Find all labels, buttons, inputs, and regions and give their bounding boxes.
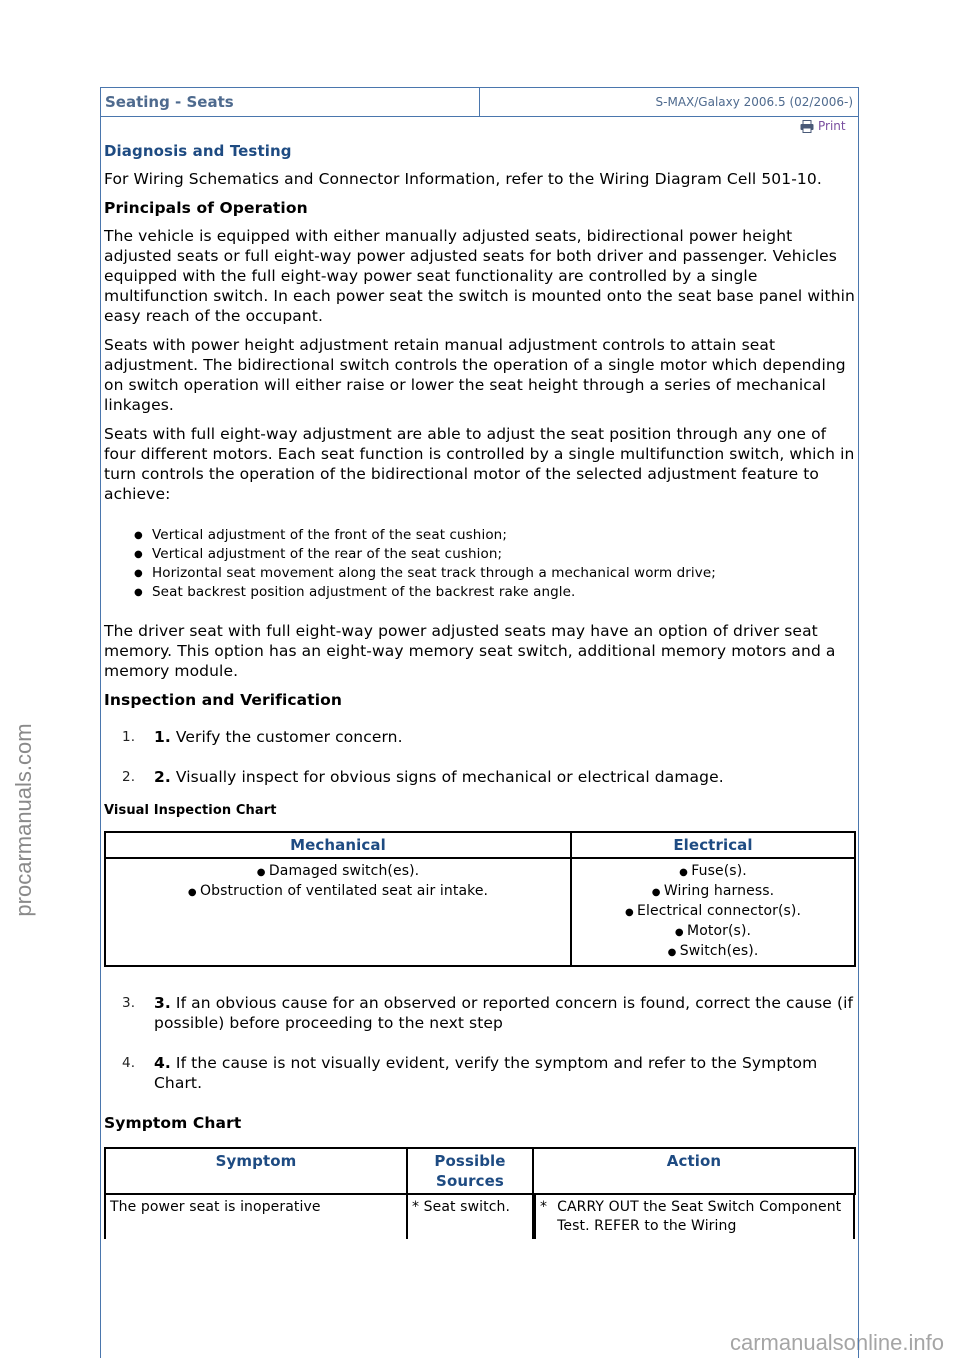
step-2: [104, 767, 856, 787]
step-number: 3.: [122, 995, 136, 1011]
step-body: [154, 1053, 856, 1093]
action-marker: *: [540, 1199, 548, 1215]
list-item: ● Damaged switch(es).: [110, 862, 566, 882]
feature-list: [104, 526, 856, 602]
print-label[interactable]: Print: [818, 119, 846, 133]
list-item: ● Obstruction of ventilated seat air intake.: [110, 882, 566, 902]
step-bold: 2.: [154, 768, 171, 786]
model-label: S-MAX/Galaxy 2006.5 (02/2006-): [655, 95, 853, 109]
symptom-table: [104, 1147, 856, 1239]
step-text: If the cause is not visually evident, verify the symptom and refer to the Symptom Chart.: [154, 1054, 818, 1092]
column-header-symptom: Symptom: [105, 1148, 407, 1194]
paragraph-3: Seats with full eight-way adjustment are able to adjust the seat position through any one of four different motors. Each seat function is controlled by a single multifunction switch, which in turn controls the operation of the bidirectional motor of the selected adjustment feature to achieve:: [104, 425, 855, 503]
list-item: ● Motor(s).: [576, 922, 850, 942]
list-item: ● Wiring harness.: [576, 882, 850, 902]
step-number: 2.: [122, 769, 136, 785]
column-header-mechanical: Mechanical: [105, 832, 571, 858]
table-header-row: [105, 832, 855, 858]
list-item: ● Seat backrest position adjustment of the backrest rake angle.: [152, 583, 856, 602]
symptom-chart-title: Symptom Chart: [104, 1114, 242, 1132]
paragraph-4: The driver seat with full eight-way power adjusted seats may have an option of driver seat memory. This option has an eight-way memory seat switch, additional memory motors and a memory module.: [104, 622, 836, 680]
table-header-row: [105, 1148, 855, 1194]
symptom-cell: The power seat is inoperative: [105, 1194, 407, 1239]
mechanical-cell: [105, 858, 571, 966]
bottom-watermark: carmanualsonline.info: [729, 1330, 944, 1355]
step-number: 1.: [122, 729, 136, 745]
list-item: ● Electrical connector(s).: [576, 902, 850, 922]
column-header-action: Action: [533, 1148, 855, 1194]
table-row: [105, 858, 855, 966]
step-bold: 4.: [154, 1054, 171, 1072]
step-text: If an obvious cause for an observed or reported concern is found, correct the cause (if possible) before proceeding to the next step: [154, 994, 854, 1032]
step-number: 4.: [122, 1055, 136, 1071]
visual-chart-title: Visual Inspection Chart: [104, 803, 277, 818]
list-item: ● Vertical adjustment of the front of the seat cushion;: [152, 526, 856, 545]
column-header-sources: Possible Sources: [407, 1148, 533, 1194]
source-cell: * Seat switch.: [407, 1194, 533, 1239]
step-4: [104, 1053, 856, 1093]
section-title: Seating - Seats: [101, 88, 480, 116]
step-bold: 3.: [154, 994, 171, 1012]
list-item: ● Vertical adjustment of the rear of the seat cushion;: [152, 545, 856, 564]
principals-heading: Principals of Operation: [104, 199, 308, 217]
step-body: [154, 767, 856, 787]
paragraph-1: The vehicle is equipped with either manually adjusted seats, bidirectional power height adjusted seats or full eight-way power adjusted seats for both driver and passenger. Vehicles equipped with the full eight-way power seat functionality are controlled by a single multifunction switch. In each power seat the switch is mounted onto the seat base panel within easy reach of the occupant.: [104, 227, 855, 325]
step-text: Visually inspect for obvious signs of mechanical or electrical damage.: [175, 768, 724, 786]
column-header-electrical: Electrical: [571, 832, 855, 858]
page-header: [100, 87, 859, 117]
wiring-reference: For Wiring Schematics and Connector Information, refer to the Wiring Diagram Cell 501-10.: [104, 170, 822, 188]
electrical-cell: [571, 858, 855, 966]
step-body: [154, 727, 856, 747]
side-watermark: procarmanuals.com: [11, 723, 36, 917]
list-item: ● Horizontal seat movement along the seat track through a mechanical worm drive;: [152, 564, 856, 583]
step-body: [154, 993, 856, 1033]
step-bold: 1.: [154, 728, 171, 746]
document-body: [104, 141, 856, 1239]
step-text: Verify the customer concern.: [175, 728, 403, 746]
paragraph-2: Seats with power height adjustment retain manual adjustment controls to attain seat adjustment. The bidirectional switch controls the operation of a single motor which depending on switch operation will either raise or lower the seat height through a series of mechanical linkages.: [104, 336, 846, 414]
diagnosis-heading: Diagnosis and Testing: [104, 142, 292, 160]
list-item: ● Switch(es).: [576, 942, 850, 962]
visual-inspection-table: [104, 831, 856, 967]
step-3: [104, 993, 856, 1033]
action-text: CARRY OUT the Seat Switch Component Test. REFER to the Wiring: [557, 1199, 842, 1234]
table-row: [105, 1194, 855, 1239]
inspection-heading: Inspection and Verification: [104, 691, 343, 709]
printer-icon: [800, 120, 814, 133]
print-button[interactable]: [800, 119, 846, 133]
list-item: ● Fuse(s).: [576, 862, 850, 882]
action-cell: [534, 1195, 855, 1239]
step-1: [104, 727, 856, 747]
